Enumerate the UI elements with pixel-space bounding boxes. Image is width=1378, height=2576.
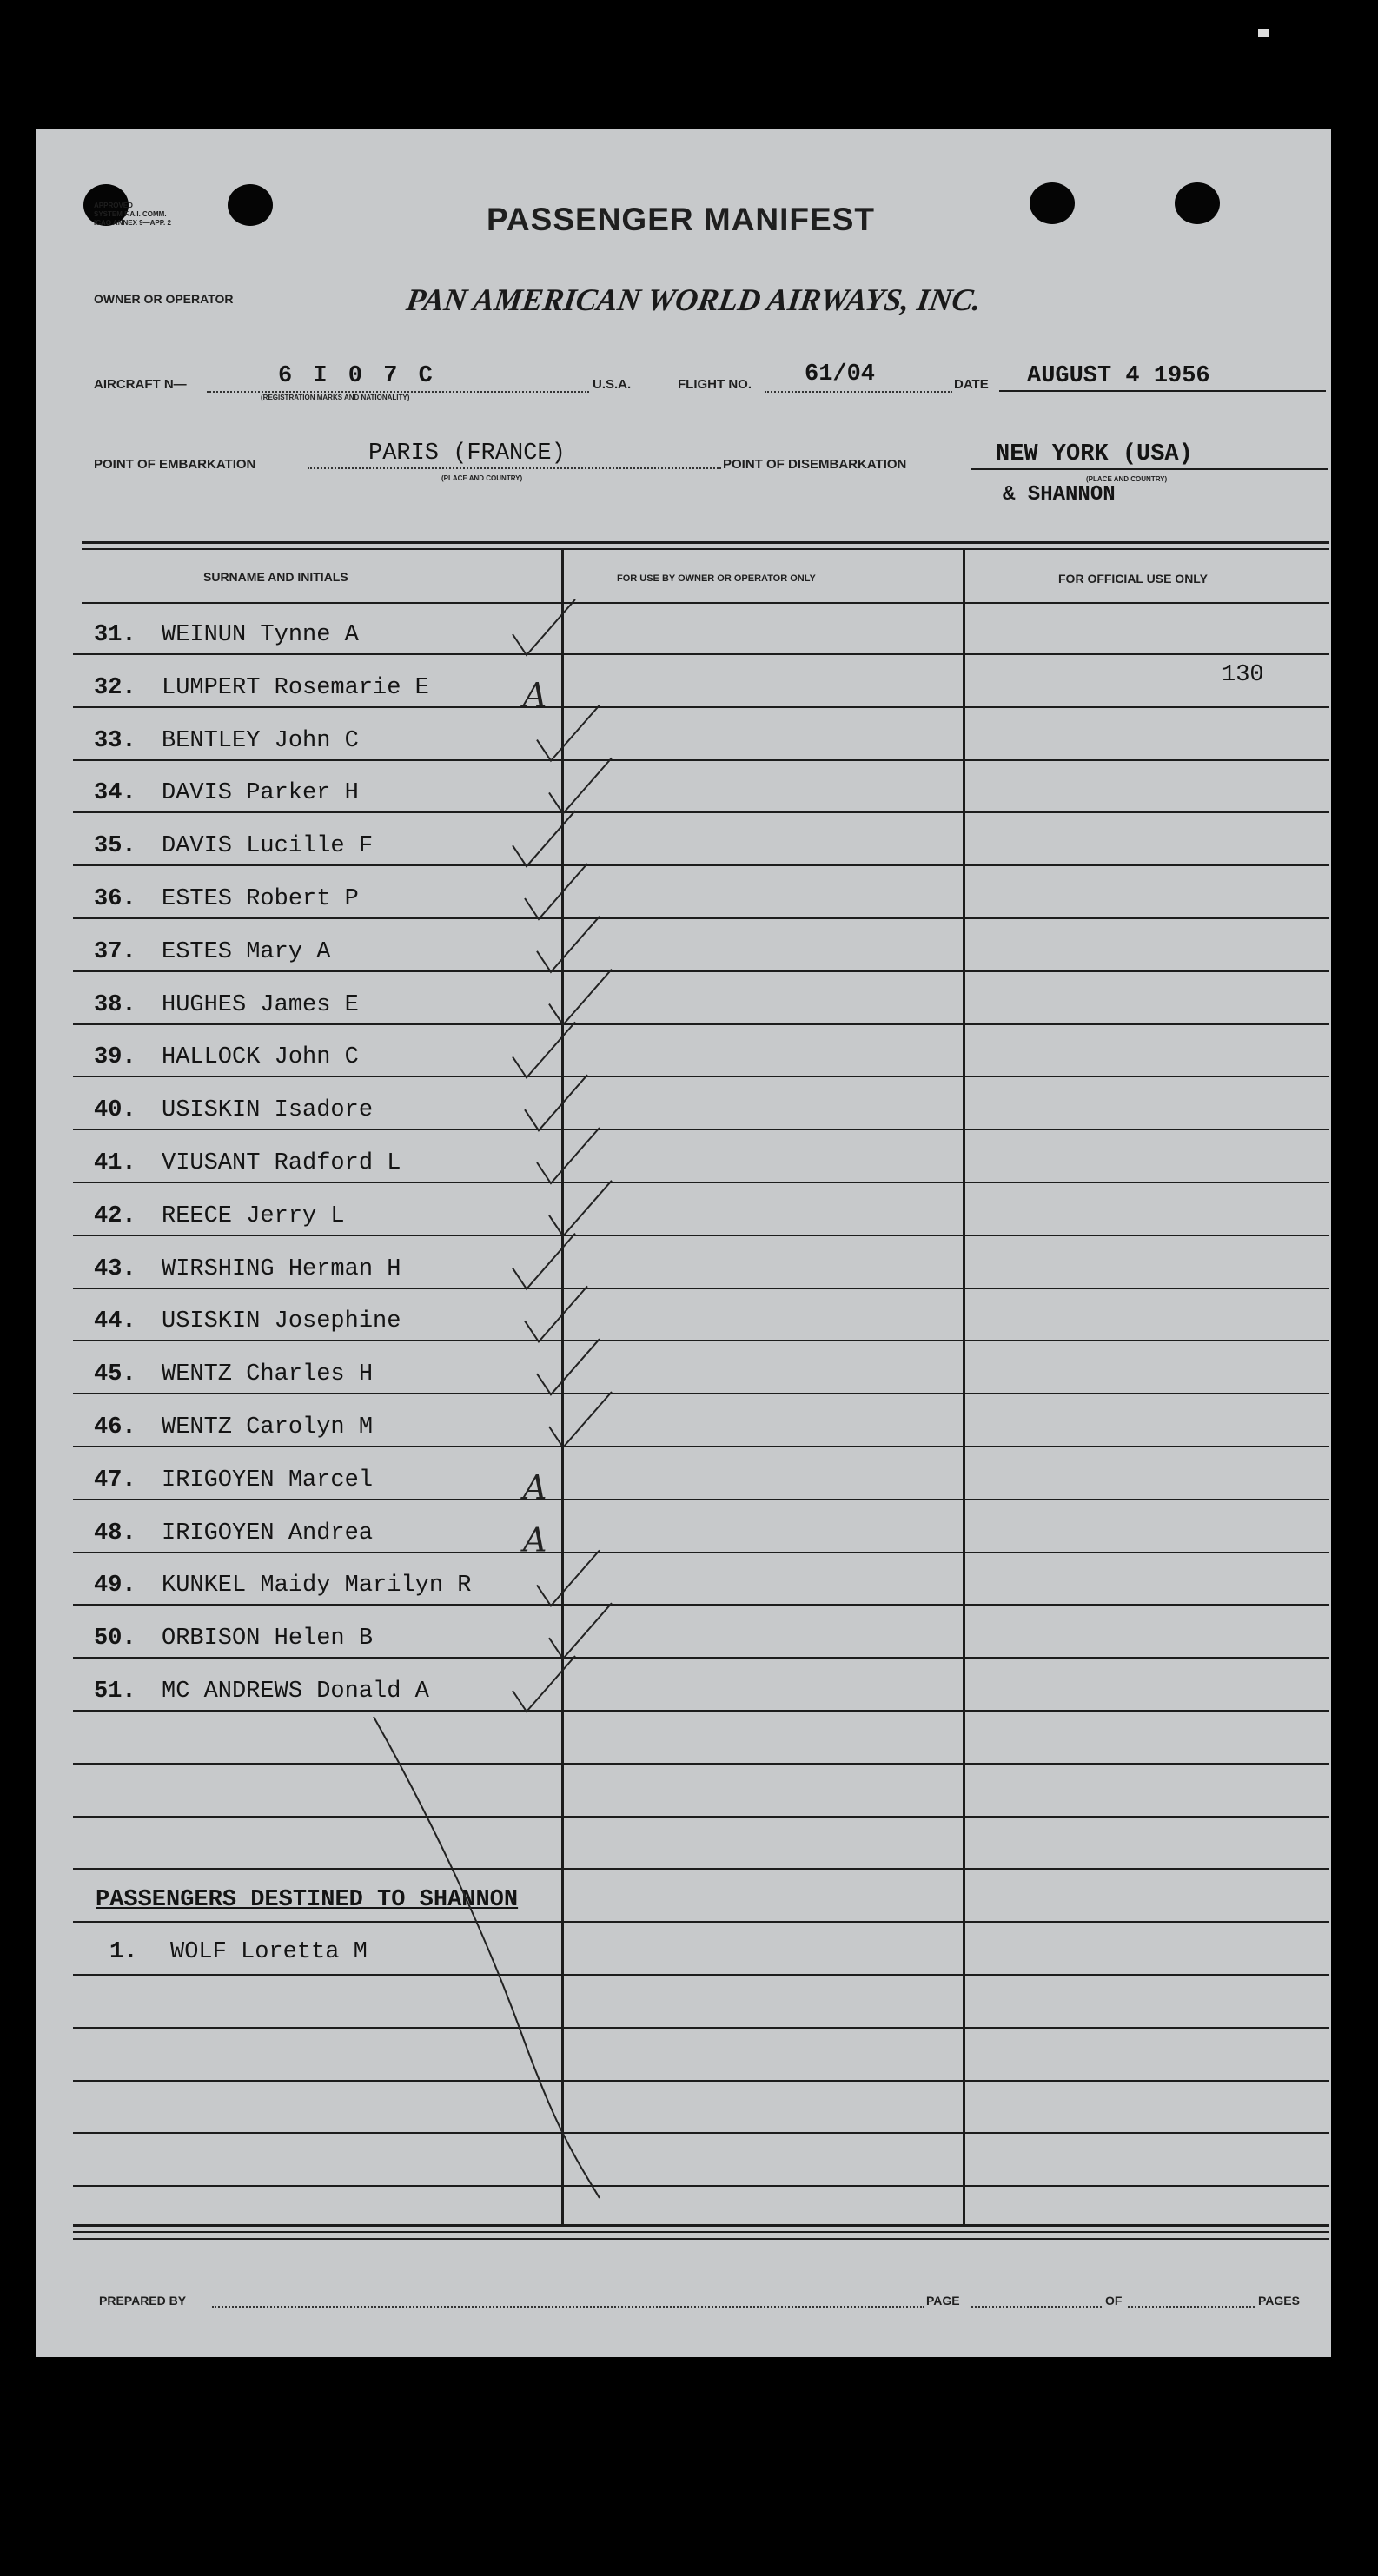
disembark-sub: (PLACE AND COUNTRY) (1086, 475, 1168, 483)
check-mark-icon (525, 1286, 587, 1341)
passenger-number: 38. (94, 991, 136, 1018)
flight-label: FLIGHT NO. (678, 377, 752, 392)
passenger-name: DAVIS Lucille F (162, 833, 374, 860)
passenger-number: 48. (94, 1520, 136, 1546)
check-mark-icon (537, 1128, 600, 1183)
passenger-number: 49. (94, 1573, 136, 1599)
disembark-value-2: & SHANNON (1003, 483, 1116, 507)
disembark-label: POINT OF DISEMBARKATION (723, 457, 907, 472)
passenger-number: 51. (94, 1679, 136, 1705)
passenger-number: 47. (94, 1467, 136, 1493)
passenger-name: WENTZ Charles H (162, 1361, 374, 1388)
passenger-name: WIRSHING Herman H (162, 1255, 401, 1282)
col-header-official: FOR OFFICIAL USE ONLY (1058, 572, 1208, 586)
strike-through-line (374, 1717, 600, 2198)
passenger-number: 41. (94, 1150, 136, 1176)
check-mark-icon (525, 1075, 587, 1130)
check-mark-icon (513, 1234, 575, 1289)
check-mark-icon (549, 1181, 612, 1236)
page-label: PAGE (926, 2294, 960, 2308)
passenger-name: ORBISON Helen B (162, 1626, 374, 1652)
passenger-name: HUGHES James E (162, 991, 359, 1018)
passenger-number: 34. (94, 780, 136, 807)
passenger-number: 45. (94, 1361, 136, 1388)
date-label: DATE (954, 377, 989, 392)
check-mark-icon (549, 758, 612, 813)
passenger-number: 36. (94, 886, 136, 912)
passenger-name: REECE Jerry L (162, 1202, 345, 1229)
shannon-header: PASSENGERS DESTINED TO SHANNON (96, 1887, 519, 1913)
check-mark-icon (513, 811, 575, 866)
passenger-number: 33. (94, 727, 136, 754)
pages-label: PAGES (1258, 2294, 1300, 2308)
check-mark-icon (537, 1339, 600, 1394)
handwritten-a-mark: A (523, 675, 547, 714)
passenger-name: HALLOCK John C (162, 1044, 359, 1071)
approval-stamp: APPROVED SYSTEM F.A.I. COMM. ICAO ANNEX 9—APP. 2 (94, 202, 171, 227)
passenger-name: VIUSANT Radford L (162, 1150, 401, 1176)
shannon-passenger-num: 1. (109, 1939, 138, 1965)
passenger-name: DAVIS Parker H (162, 780, 359, 807)
flight-value: 61/04 (805, 361, 876, 387)
passenger-number: 46. (94, 1414, 136, 1440)
passenger-name: WENTZ Carolyn M (162, 1414, 374, 1440)
handwritten-a-mark: A (523, 1520, 547, 1560)
check-mark-icon (549, 1603, 612, 1659)
shannon-passenger-name: WOLF Loretta M (170, 1939, 368, 1965)
handwritten-a-mark: A (523, 1467, 547, 1507)
passenger-number: 37. (94, 938, 136, 965)
of-label: OF (1105, 2294, 1123, 2308)
aircraft-label: AIRCRAFT N— (94, 377, 187, 392)
page-title: PASSENGER MANIFEST (487, 202, 875, 237)
check-mark-icon (513, 1022, 575, 1077)
passenger-name: WEINUN Tynne A (162, 622, 359, 648)
passenger-number: 50. (94, 1626, 136, 1652)
passenger-name: MC ANDREWS Donald A (162, 1679, 429, 1705)
passenger-number: 44. (94, 1308, 136, 1335)
passenger-name: IRIGOYEN Andrea (162, 1520, 374, 1546)
embark-sub: (PLACE AND COUNTRY) (441, 474, 523, 482)
embark-value: PARIS (FRANCE) (368, 440, 566, 467)
passenger-number: 40. (94, 1097, 136, 1124)
check-mark-icon (525, 864, 587, 919)
embark-label: POINT OF EMBARKATION (94, 457, 256, 472)
passenger-name: KUNKEL Maidy Marilyn R (162, 1573, 472, 1599)
passenger-number: 42. (94, 1202, 136, 1229)
check-mark-icon (513, 1656, 575, 1712)
check-mark-icon (549, 970, 612, 1025)
passenger-name: ESTES Robert P (162, 886, 359, 912)
check-mark-icon (537, 917, 600, 972)
passenger-number: 35. (94, 833, 136, 860)
aircraft-value: 6 I 0 7 C (278, 363, 436, 389)
passenger-number: 43. (94, 1255, 136, 1282)
owner-label: OWNER OR OPERATOR (94, 292, 234, 306)
official-use-value: 130 (1222, 662, 1264, 688)
col-header-surname: SURNAME AND INITIALS (203, 570, 348, 584)
usa-label: U.S.A. (593, 377, 632, 392)
prepared-label: PREPARED BY (99, 2294, 187, 2308)
aircraft-sub: (REGISTRATION MARKS AND NATIONALITY) (261, 394, 410, 401)
passenger-name: ESTES Mary A (162, 938, 331, 965)
passenger-name: IRIGOYEN Marcel (162, 1467, 374, 1493)
passenger-name: USISKIN Isadore (162, 1097, 374, 1124)
passenger-number: 31. (94, 622, 136, 648)
date-value: AUGUST 4 1956 (1027, 363, 1210, 389)
col-header-owner: FOR USE BY OWNER OR OPERATOR ONLY (617, 573, 816, 584)
owner-value: PAN AMERICAN WORLD AIRWAYS, INC. (404, 282, 984, 317)
passenger-name: LUMPERT Rosemarie E (162, 674, 429, 701)
passenger-number: 39. (94, 1044, 136, 1071)
disembark-value: NEW YORK (USA) (996, 441, 1193, 467)
passenger-name: BENTLEY John C (162, 727, 359, 754)
check-mark-icon (549, 1392, 612, 1447)
passenger-number: 32. (94, 674, 136, 701)
check-mark-icon (513, 599, 575, 655)
passenger-name: USISKIN Josephine (162, 1308, 401, 1335)
